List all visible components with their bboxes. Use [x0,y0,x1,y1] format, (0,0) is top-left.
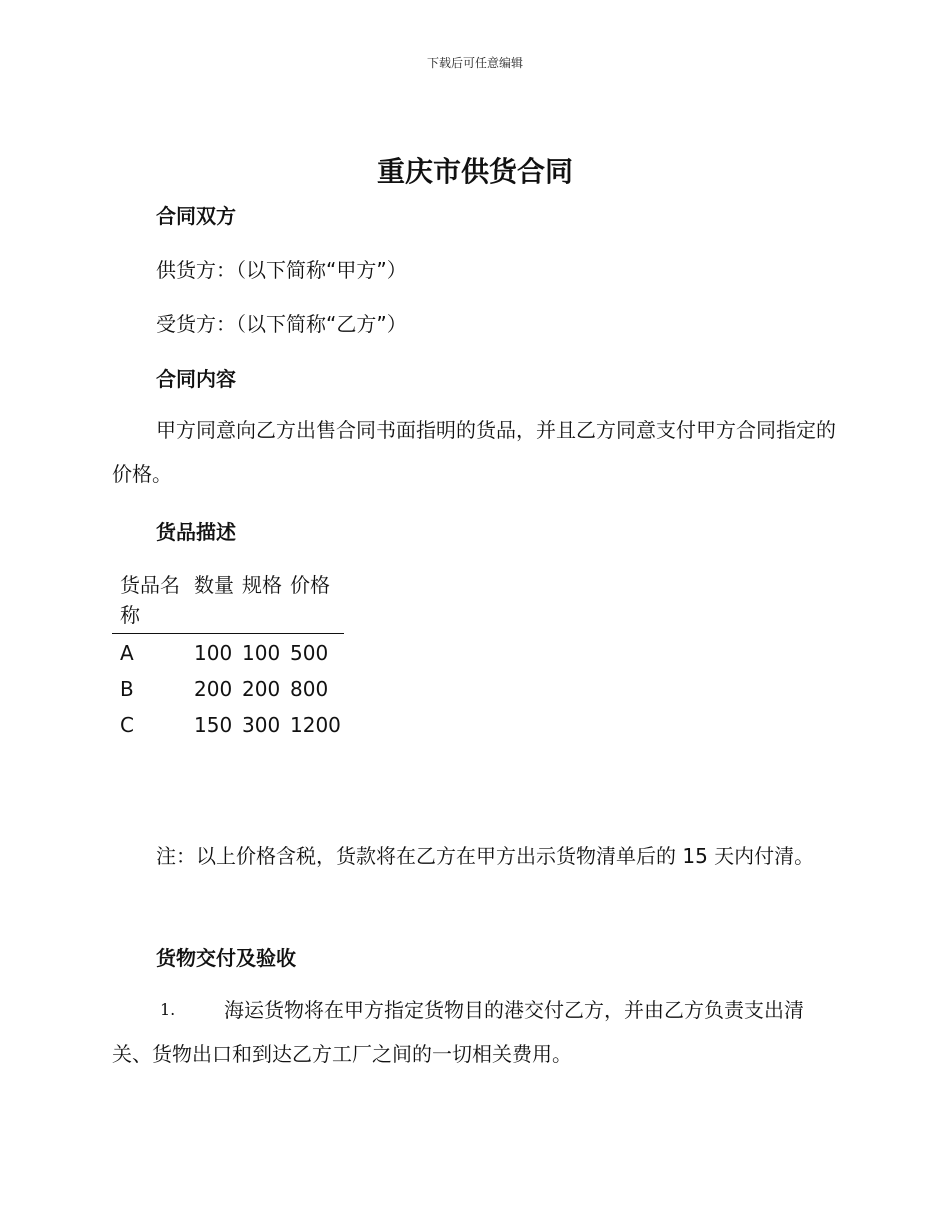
goods-table-header-row [112,568,344,634]
table-cell: 150 [194,713,233,737]
header-note: 下载后可任意编辑 [426,56,523,70]
delivery-item-number: 1. [160,1000,176,1019]
col-header-quantity: 数量 [186,568,234,634]
table-cell: 100 [194,641,233,665]
col-header-spec: 规格 [234,568,282,634]
document-title: 重庆市供货合同 [376,155,573,188]
delivery-heading: 货物交付及验收 [156,946,296,970]
price-note: 注：以上价格含税，货款将在乙方在甲方出示货物清单后的 15 天内付清。 [156,844,815,868]
table-row [112,670,344,706]
receiver-line: 受货方：（以下简称“乙方”） [156,312,407,336]
content-paragraph: 甲方同意向乙方出售合同书面指明的货品，并且乙方同意支付甲方合同指定的价格。 [112,418,836,486]
table-cell: 800 [290,677,329,701]
table-cell: 1200 [290,713,341,737]
table-cell: 200 [194,677,233,701]
col-header-price: 价格 [282,568,344,634]
table-cell: B [120,677,134,701]
table-row [112,634,344,671]
content-heading: 合同内容 [156,367,236,391]
delivery-item-1: 海运货物将在甲方指定货物目的港交付乙方，并由乙方负责支出清关、货物出口和到达乙方工厂之间的一切相关费用。 [112,998,804,1066]
table-cell: 300 [242,713,281,737]
col-header-goods-name: 货品名称 [112,568,186,634]
table-cell: C [120,713,134,737]
table-cell: 500 [290,641,329,665]
table-cell: 200 [242,677,281,701]
supplier-line: 供货方：（以下简称“甲方”） [156,258,407,282]
table-row [112,706,344,742]
table-cell: 100 [242,641,281,665]
parties-heading: 合同双方 [156,204,236,228]
goods-table [112,568,344,742]
goods-heading: 货品描述 [156,520,236,544]
table-cell: A [120,641,134,665]
